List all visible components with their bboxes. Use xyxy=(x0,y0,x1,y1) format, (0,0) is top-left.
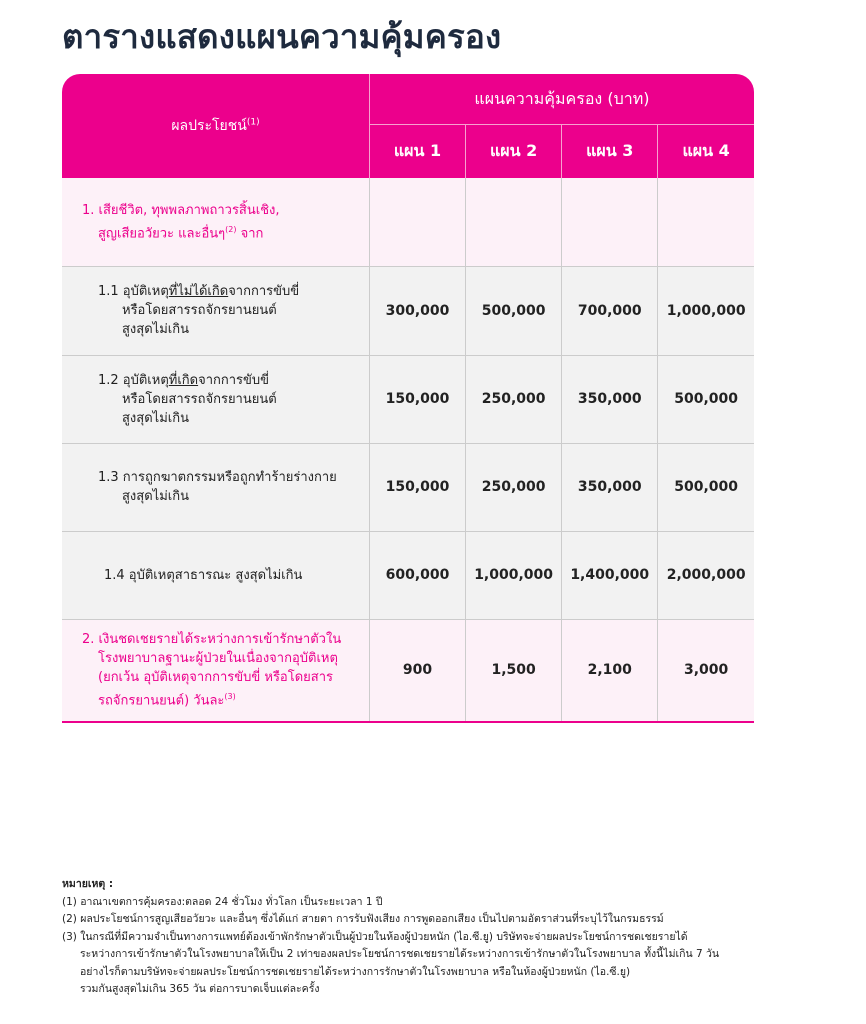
table-cell: 1,000,000 xyxy=(658,266,754,355)
table-cell: 3,000 xyxy=(658,619,754,722)
row-label: 1.1 อุบัติเหตุที่ไม่ได้เกิดจากการขับขี่ หรือโดยสารรถจักรยานยนต์ สูงสุดไม่เกิน xyxy=(62,266,369,355)
footnote-2: (2) ผลประโยชน์การสูญเสียอวัยวะ และอื่นๆ ซึ่งได้แก่ สายตา การรับฟังเสียง การพูดออกเสียง เป็นไปตามอัตราส่วนที่ระบุไว้ในกรมธรรม์ xyxy=(62,913,664,925)
table-row xyxy=(62,178,754,266)
table-cell xyxy=(369,178,465,266)
table-cell: 500,000 xyxy=(466,266,562,355)
table-cell: 350,000 xyxy=(562,443,658,531)
plan-4-header: แผน 4 xyxy=(658,125,754,179)
table-cell xyxy=(466,178,562,266)
table-cell: 2,000,000 xyxy=(658,531,754,619)
table-cell: 2,100 xyxy=(562,619,658,722)
footnote-3-cont: อย่างไรก็ตามบริษัทจะจ่ายผลประโยชน์การชดเชยรายได้ระหว่างการรักษาตัวในโรงพยาบาล หรือในห้องผู้ป่วยหนัก (ไอ.ซี.ยู) xyxy=(80,965,631,978)
benefit-column-header: ผลประโยชน์$^{(1)}$ xyxy=(62,74,369,178)
footnote-3-cont: ระหว่างการเข้ารักษาตัวในโรงพยาบาลให้เป็น 2 เท่าของผลประโยชน์การชดเชยรายได้ระหว่างการเข้ารักษาตัวในโรงพยาบาล ทั้งนี้ไม่เกิน 7 วัน xyxy=(80,948,720,960)
row-label: 1.3 การถูกฆาตกรรมหรือถูกทำร้ายร่างกาย สูงสุดไม่เกิน xyxy=(62,443,369,531)
table-cell xyxy=(562,178,658,266)
table-cell: 1,000,000 xyxy=(466,531,562,619)
table-cell: 600,000 xyxy=(369,531,465,619)
footnote-3: (3) ในกรณีที่มีความจำเป็นทางการแพทย์ต้องเข้าพักรักษาตัวเป็นผู้ป่วยในห้องผู้ป่วยหนัก (ไอ.ซี.ยู) บริษัทจะจ่ายผลประโยชน์การชดเชยรายได้ xyxy=(62,930,688,943)
footnotes xyxy=(62,876,762,999)
table-cell: 300,000 xyxy=(369,266,465,355)
table-cell: 350,000 xyxy=(562,355,658,443)
coverage-table xyxy=(62,74,754,723)
footnote-3-cont: รวมกันสูงสุดไม่เกิน 365 วัน ต่อการบาดเจ็บแต่ละครั้ง xyxy=(80,983,320,995)
table-cell: 150,000 xyxy=(369,443,465,531)
page-title: ตารางแสดงแผนความคุ้มครอง xyxy=(62,17,502,56)
plan-1-header: แผน 1 xyxy=(369,125,465,179)
table-cell: 500,000 xyxy=(658,355,754,443)
table-cell: 150,000 xyxy=(369,355,465,443)
table-cell: 1,400,000 xyxy=(562,531,658,619)
table-header-row xyxy=(62,74,754,125)
table-row xyxy=(62,531,754,619)
table-cell: 900 xyxy=(369,619,465,722)
table-row xyxy=(62,355,754,443)
row-label: 1.4 อุบัติเหตุสาธารณะ สูงสุดไม่เกิน xyxy=(62,531,369,619)
table-cell xyxy=(658,178,754,266)
table-cell: 500,000 xyxy=(658,443,754,531)
table-cell: 1,500 xyxy=(466,619,562,722)
row-label: 2. เงินชดเชยรายได้ระหว่างการเข้ารักษาตัวใน โรงพยาบาลฐานะผู้ป่วยในเนื่องจากอุบัติเหตุ (ยกเว้น อุบัติเหตุจากการขับขี่ หรือโดยสาร รถจักรยานยนต์) วันละ$^{(3)}$ xyxy=(62,619,369,722)
row-label: 1. เสียชีวิต, ทุพพลภาพถาวรสิ้นเชิง, สูญเสียอวัยวะ และอื่นๆ$^{(2)}$ จาก xyxy=(62,178,369,266)
footnote-1: (1) อาณาเขตการคุ้มครอง:ตลอด 24 ชั่วโมง ทั่วโลก เป็นระยะเวลา 1 ปี xyxy=(62,895,383,908)
plan-2-header: แผน 2 xyxy=(466,125,562,179)
plans-group-header: แผนความคุ้มครอง (บาท) xyxy=(369,74,754,125)
table-row xyxy=(62,266,754,355)
table-cell: 250,000 xyxy=(466,443,562,531)
row-label: 1.2 อุบัติเหตุที่เกิดจากการขับขี่ หรือโดยสารรถจักรยานยนต์ สูงสุดไม่เกิน xyxy=(62,355,369,443)
table-row xyxy=(62,443,754,531)
table-cell: 250,000 xyxy=(466,355,562,443)
plan-3-header: แผน 3 xyxy=(562,125,658,179)
table-row xyxy=(62,619,754,722)
footnotes-title: หมายเหตุ : xyxy=(62,878,114,890)
table-cell: 700,000 xyxy=(562,266,658,355)
